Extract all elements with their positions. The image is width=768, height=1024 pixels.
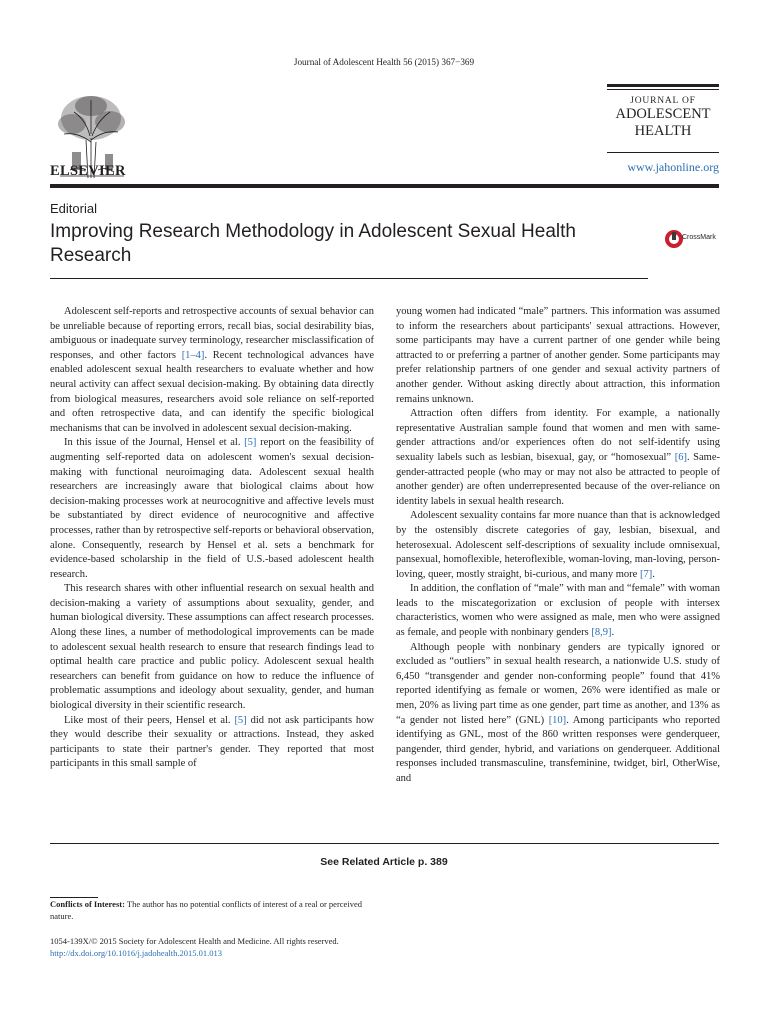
masthead-line1: JOURNAL OF xyxy=(630,96,696,106)
paragraph: Like most of their peers, Hensel et al. [5] did not ask participants how they would describe their sexuality or attractions. Instead, they asked participants to state their partner's gender. They reported that most participants in this small sample of xyxy=(50,714,374,770)
journal-website-link[interactable]: www.jahonline.org xyxy=(627,160,719,174)
journal-masthead xyxy=(608,96,718,140)
paragraph: This research shares with other influential research on sexual health and decision-making a variety of assumptions about sexuality, gender, and human biological diversity. These assumptions can affect research processes. Along these lines, a number of methodological improvements can be made to adolescent sexual health research to ensure that research findings lead to optimal health care practice and public policy. Adolescent sexual health researchers can benefit from guidance on how to reduce the influence of problematic assumptions and ideology about sexuality, gender, and human biological diversity in their scientific research. xyxy=(50,583,374,712)
citation-link[interactable]: [5] xyxy=(234,714,247,726)
header-rule xyxy=(50,184,719,188)
copyright-block xyxy=(50,935,339,959)
coi-text: The author has no potential conflicts of interest of a real or perceived nature. xyxy=(50,899,362,921)
issn-copyright: 1054-139X/© 2015 Society for Adolescent Health and Medicine. All rights reserved. xyxy=(50,936,339,946)
left-column xyxy=(50,305,374,772)
conflicts-of-interest xyxy=(50,898,380,922)
doi-link[interactable]: http://dx.doi.org/10.1016/j.jadohealth.2015.01.013 xyxy=(50,948,222,958)
masthead-line3: HEALTH xyxy=(634,123,692,139)
journal-citation: Journal of Adolescent Health 56 (2015) 367−369 xyxy=(293,57,475,67)
citation-link[interactable]: [7] xyxy=(639,568,653,580)
citation-link[interactable]: [10] xyxy=(548,714,567,726)
citation-link[interactable]: [6] xyxy=(674,451,687,463)
crossmark-label: CrossMark xyxy=(682,234,716,241)
coi-label: Conflicts of Interest: xyxy=(50,899,125,909)
masthead-bottom-rule xyxy=(607,152,719,153)
right-column xyxy=(396,305,720,787)
citation-link[interactable]: [1–4] xyxy=(181,349,205,361)
article-title: Improving Research Methodology in Adolescent Sexual Health Research xyxy=(50,221,576,266)
masthead-top-rule-thin xyxy=(607,89,719,90)
paragraph: In this issue of the Journal, Hensel et al. [5] report on the feasibility of augmenting self-reported data on adolescent women's sexual decision-making with functional neuroimaging data. Adolescent sexual health researchers are increasingly aware that biological claims about how decision-making processes work at neurocognitive and affective levels must be substantiated by direct evidence of neurocognitive and affective processes, rather than by retrospective self-reports or behavioral observation, alone. Consequently, research by Hensel et al. sets a benchmark for evidence-based scholarship in the field of U.S.-based adolescent health research. xyxy=(50,437,374,580)
body-bottom-rule xyxy=(50,843,719,844)
masthead-line2: ADOLESCENT xyxy=(615,106,711,122)
paragraph: Adolescent self-reports and retrospective accounts of sexual behavior can be unreliable because of reporting errors, recall bias, social desirability bias, ambiguous or inadequate survey terminology, researcher misclassification of responses, and other factors [1–4]. Recent technological advances have enabled adolescent sexual health researchers to evaluate whether and how neural activity can affect sexual decision-making. By obtaining data directly from biological measures, researchers avoid sole reliance on self-reported and often retrospective data, and can identify the specific biological mechanisms that can be involved in adolescent sexual decision-making. xyxy=(50,306,374,434)
masthead-top-rule xyxy=(607,84,719,87)
title-rule xyxy=(50,278,648,279)
publisher-name: ELSEVIER xyxy=(50,163,126,179)
related-article-link[interactable]: See Related Article p. 389 xyxy=(320,856,448,868)
citation-link[interactable]: [5] xyxy=(244,437,257,449)
paragraph: Attraction often differs from identity. For example, a nationally representative Australian sample found that women and men with same-gender attractions and/or experiences often do not self-identify using sexuality labels such as lesbian, bisexual, gay, or “homosexual” [6]. Same-gender-attracted people (who may or may not also be attracted to people of another gender) are often underrepresented because of the over-reliance on identity labels in sexual health research. xyxy=(396,408,721,507)
paragraph: Adolescent sexuality contains far more nuance than that is acknowledged by the ostensibly discrete categories of gay, lesbian, bisexual, and heterosexual. Adolescent self-descriptions of sexuality include omnisexual, pansexual, homoflexible, heteroflexible, woman-loving, man-loving, person-loving, queer, mostly straight, bi-curious, and many more [7]. xyxy=(396,510,720,580)
paragraph: young women had indicated “male” partners. This information was assumed to inform the researchers about participants' sexual attractions. However, some participants may have a current partner of one gender while being attracted to or preferring a partner of another gender. Some participants may prefer relationship partners of one gender and sexual activity partners of another gender. Without asking directly about attraction, this information remains unknown. xyxy=(396,306,720,405)
citation-link[interactable]: [8,9] xyxy=(591,627,612,639)
section-label: Editorial xyxy=(50,201,97,216)
paragraph: In addition, the conflation of “male” with man and “female” with woman leads to the miscategorization or exclusion of people with intersex characteristics, women who were assigned as male, men who were assigned as female, and people with nonbinary genders [8,9]. xyxy=(396,583,720,639)
paragraph: Although people with nonbinary genders are typically ignored or excluded as “outliers” in sexual health research, a nationwide U.S. study of 6,450 “transgender and gender non-conforming people” found that 41% reported identifying as female or women, 26% were identified as male or men, 20% as living part time as one gender, part time as another, and 13% as “a gender not listed here” (GNL) [10]. Among participants who reported identifying as GNL, most of the 860 written responses were genderqueer, pangender, third gender, hybrid, and variations on genderqueer. Additional responses included transmasculine, transfeminine, twidget, birl, OtherWise, and xyxy=(396,641,720,784)
